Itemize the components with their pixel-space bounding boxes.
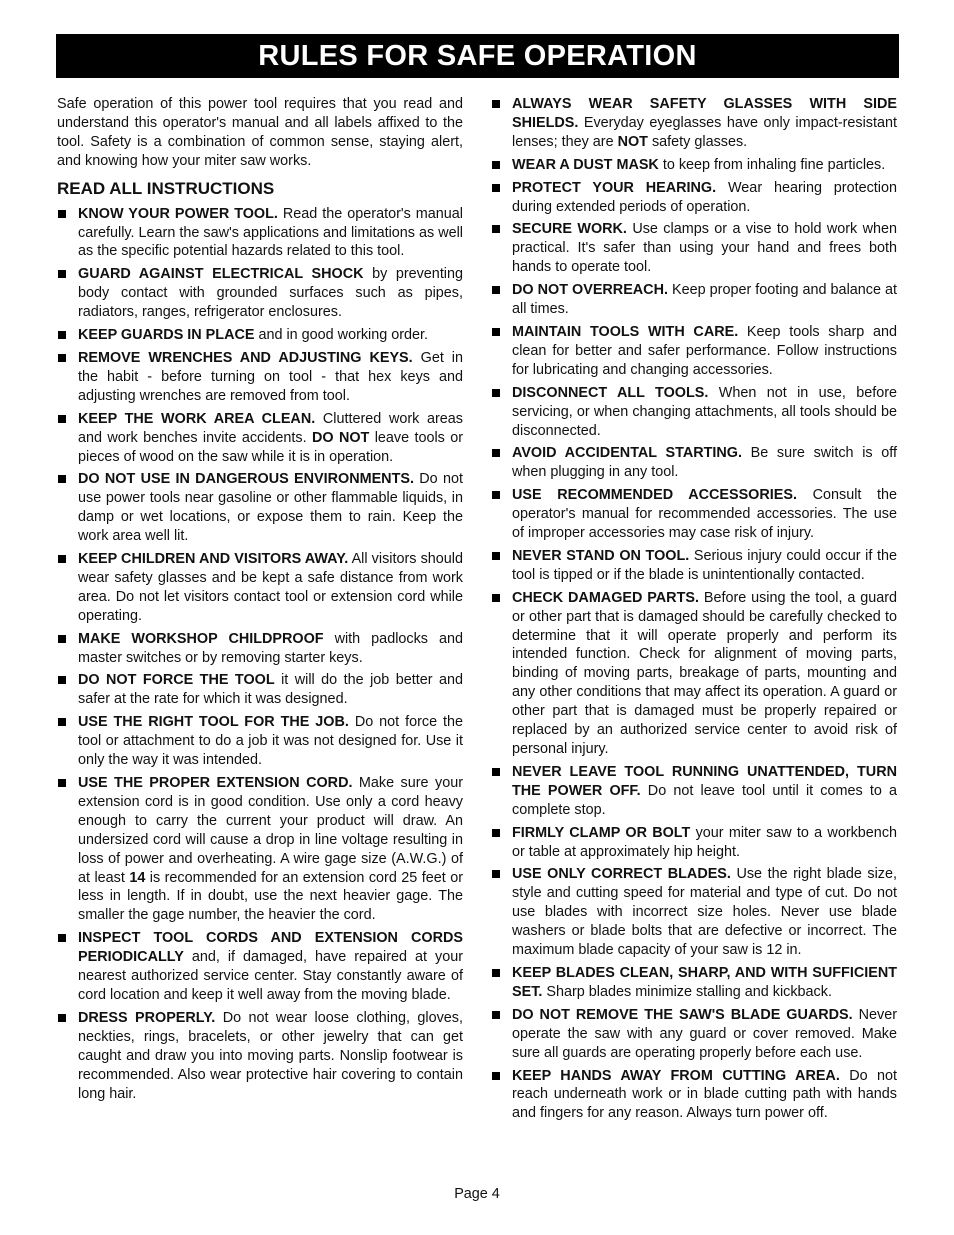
rule-text: Do not reach underneath work or in blade cutting path with hands and fingers for any reason. Always turn power off. xyxy=(512,1067,898,1122)
square-bullet-icon xyxy=(492,870,500,878)
rule-item xyxy=(57,265,463,322)
square-bullet-icon xyxy=(58,354,66,362)
rule-heading: DO NOT FORCE THE TOOL xyxy=(78,672,275,689)
rule-text: Do not force the tool or attachment to do a job it was not designed for. Use it only the way it was intended. xyxy=(78,714,464,769)
rule-item xyxy=(57,929,463,1005)
rule-item xyxy=(491,865,897,960)
rule-heading: KEEP THE WORK AREA CLEAN. xyxy=(78,410,316,427)
title-banner xyxy=(56,34,899,78)
rule-item xyxy=(491,824,897,862)
rule-heading: MAKE WORKSHOP CHILDPROOF xyxy=(78,630,324,647)
rule-item xyxy=(57,774,463,925)
square-bullet-icon xyxy=(492,161,500,169)
rule-heading: WEAR A DUST MASK xyxy=(512,156,659,173)
rule-item xyxy=(491,589,897,759)
rule-text: Do not wear loose clothing, gloves, neckties, rings, bracelets, or other jewelry that can get caught and draw you into moving parts. Nonslip footwear is recommended. Also wear protective hair covering to contain long hair. xyxy=(78,1009,464,1102)
square-bullet-icon xyxy=(492,491,500,499)
rule-heading: DISCONNECT ALL TOOLS. xyxy=(512,384,709,401)
square-bullet-icon xyxy=(58,676,66,684)
rule-heading: NEVER LEAVE TOOL RUNNING UNATTENDED, TURN THE POWER OFF. xyxy=(512,763,897,799)
rule-item xyxy=(491,547,897,585)
rule-item xyxy=(491,323,897,380)
rule-text: Make sure your extension cord is in good condition. Use only a cord heavy enough to carry the current your product will draw. An undersized cord will cause a drop in line voltage resulting in loss of power and overheating. A wire gage size (A.W.G.) of at least xyxy=(78,775,463,886)
rule-item xyxy=(491,964,897,1002)
rule-item xyxy=(491,486,897,543)
rule-text: Wear hearing protection during extended periods of operation. xyxy=(512,179,898,215)
rule-text: to keep from inhaling fine particles. xyxy=(662,156,886,173)
rule-heading: KEEP BLADES CLEAN, SHARP, AND WITH SUFFICIENT SET. xyxy=(512,964,897,1000)
rule-text: Everyday eyeglasses have only impact-resistant lenses; they are xyxy=(512,114,897,150)
rule-item xyxy=(57,470,463,546)
rule-heading: USE RECOMMENDED ACCESSORIES. xyxy=(512,487,797,504)
rule-heading: INSPECT TOOL CORDS AND EXTENSION CORDS PERIODICALLY xyxy=(78,930,463,966)
square-bullet-icon xyxy=(58,270,66,278)
left-rules-list xyxy=(57,205,463,1104)
rule-text: and in good working order. xyxy=(258,327,429,344)
rule-text: Keep tools sharp and clean for better and safer performance. Follow instructions for lubricating and changing accessories. xyxy=(512,323,897,378)
rule-item xyxy=(491,763,897,820)
section-heading: READ ALL INSTRUCTIONS xyxy=(57,178,275,198)
rule-item xyxy=(491,95,897,152)
left-column xyxy=(57,95,463,1107)
rule-item xyxy=(57,1009,463,1104)
rule-item xyxy=(57,671,463,709)
page-number: Page 4 xyxy=(454,1186,500,1202)
square-bullet-icon xyxy=(58,635,66,643)
rule-heading: MAINTAIN TOOLS WITH CARE. xyxy=(512,323,739,340)
rule-text: When not in use, before servicing, or when changing attachments, all tools should be disconnected. xyxy=(512,384,898,439)
right-rules-list xyxy=(491,95,897,1123)
rule-text: Do not use power tools near gasoline or other flammable liquids, in damp or wet locations, or expose them to rain. Keep the work area well lit. xyxy=(78,471,463,545)
rule-item xyxy=(491,156,897,175)
rule-text: Use the right blade size, style and cutting speed for material and type of cut. Do not use blades with incorrect size holes. Never use blade washers or blade bolts that are defective or incorrect. The maximum blade capacity of your saw is 12 in. xyxy=(512,866,898,959)
rule-text: with padlocks and master switches or by removing starter keys. xyxy=(78,630,463,666)
page-title: RULES FOR SAFE OPERATION xyxy=(258,39,697,72)
rule-text: Serious injury could occur if the tool is tipped or if the blade is unintentionally contacted. xyxy=(512,547,897,583)
square-bullet-icon xyxy=(492,449,500,457)
square-bullet-icon xyxy=(58,779,66,787)
rule-text: Use clamps or a vise to hold work when practical. It's safer than using your hand and frees both hands to operate tool. xyxy=(512,221,898,276)
rule-text: is recommended for an extension cord 25 feet or less in length. If in doubt, use the next heavier gage. The smaller the gage number, the heavier the cord. xyxy=(78,869,463,924)
intro-paragraph: Safe operation of this power tool requires that you read and understand this operator's manual and all labels affixed to the tool. Safety is a combination of common sense, staying alert, and knowing how your miter saw works. xyxy=(57,96,463,169)
square-bullet-icon xyxy=(58,718,66,726)
rule-text: it will do the job better and safer at the rate for which it was designed. xyxy=(78,672,463,708)
rule-text: Read the operator's manual carefully. Learn the saw's applications and limitations as well as the specific potential hazards related to this tool. xyxy=(78,205,463,260)
square-bullet-icon xyxy=(492,969,500,977)
rule-heading: KEEP GUARDS IN PLACE xyxy=(78,327,255,344)
rule-heading: DO NOT USE IN DANGEROUS ENVIRONMENTS. xyxy=(78,471,414,488)
square-bullet-icon xyxy=(492,1011,500,1019)
square-bullet-icon xyxy=(492,829,500,837)
rule-text: Keep proper footing and balance at all times. xyxy=(512,282,897,318)
rule-heading: KNOW YOUR POWER TOOL. xyxy=(78,205,278,222)
square-bullet-icon xyxy=(492,286,500,294)
square-bullet-icon xyxy=(492,225,500,233)
rule-item xyxy=(57,550,463,626)
rule-heading: DRESS PROPERLY. xyxy=(78,1009,216,1026)
square-bullet-icon xyxy=(492,328,500,336)
rule-heading: DO NOT REMOVE THE SAW'S BLADE GUARDS. xyxy=(512,1006,853,1023)
rule-item xyxy=(491,384,897,441)
square-bullet-icon xyxy=(58,415,66,423)
rule-item xyxy=(491,220,897,277)
square-bullet-icon xyxy=(492,389,500,397)
rule-heading: USE THE PROPER EXTENSION CORD. xyxy=(78,775,353,791)
rule-heading: AVOID ACCIDENTAL STARTING. xyxy=(512,445,742,462)
rule-heading: FIRMLY CLAMP OR BOLT xyxy=(512,824,691,841)
rule-heading: PROTECT YOUR HEARING. xyxy=(512,179,717,196)
rule-text: Be sure switch is off when plugging in any tool. xyxy=(512,445,898,481)
square-bullet-icon xyxy=(492,594,500,602)
rule-heading: ALWAYS WEAR SAFETY GLASSES WITH SIDE SHIELDS. xyxy=(512,96,897,131)
rule-heading: KEEP CHILDREN AND VISITORS AWAY. xyxy=(78,551,349,568)
rule-heading: KEEP HANDS AWAY FROM CUTTING AREA. xyxy=(512,1067,840,1084)
rule-text: Consult the operator's manual for recommended accessories. The use of improper accessories may case risk of injury. xyxy=(512,487,898,542)
rule-text: your miter saw to a workbench or table at approximately hip height. xyxy=(512,824,898,860)
rule-item xyxy=(491,444,897,482)
square-bullet-icon xyxy=(492,552,500,560)
square-bullet-icon xyxy=(58,934,66,942)
rule-item xyxy=(57,410,463,467)
rule-heading: USE THE RIGHT TOOL FOR THE JOB. xyxy=(78,714,349,731)
square-bullet-icon xyxy=(58,555,66,563)
rule-item xyxy=(57,713,463,770)
rule-text: leave tools or pieces of wood on the saw while it is in operation. xyxy=(78,429,464,465)
rule-heading: DO NOT OVERREACH. xyxy=(512,282,668,299)
rule-item xyxy=(491,281,897,319)
rule-item xyxy=(57,349,463,406)
right-column xyxy=(491,95,897,1127)
rule-text: Never operate the saw with any guard or cover removed. Make sure all guards are operating properly before each use. xyxy=(512,1006,897,1061)
rule-item xyxy=(491,179,897,217)
rule-heading: REMOVE WRENCHES AND ADJUSTING KEYS. xyxy=(78,349,413,366)
square-bullet-icon xyxy=(492,184,500,192)
rule-text: by preventing body contact with grounded surfaces such as pipes, radiators, ranges, refrigerator enclosures. xyxy=(78,266,464,321)
rule-heading: GUARD AGAINST ELECTRICAL SHOCK xyxy=(78,266,364,283)
rule-item xyxy=(491,1067,897,1124)
rule-heading: NEVER STAND ON TOOL. xyxy=(512,547,690,564)
square-bullet-icon xyxy=(58,210,66,218)
rule-text: Do not leave tool until it comes to a complete stop. xyxy=(512,782,897,818)
square-bullet-icon xyxy=(492,768,500,776)
rule-text: safety glasses. xyxy=(651,133,748,150)
rule-heading: SECURE WORK. xyxy=(512,221,627,238)
rule-text: Sharp blades minimize stalling and kickback. xyxy=(546,983,832,1000)
square-bullet-icon xyxy=(58,331,66,339)
rule-item xyxy=(491,1006,897,1063)
rule-text: Before using the tool, a guard or other part that is damaged should be carefully checked to determine that it will operate properly and perform its intended function. Check for alignment of moving parts, binding of moving parts, breakage of parts, mounting and any other conditions that may affect its operation. A guard or other part that is damaged must be properly repaired or replaced by an authorized service center to avoid risk of personal injury. xyxy=(512,589,898,757)
rule-text: and, if damaged, have repaired at your nearest authorized service center. Stay constantly aware of cord location and keep it well away from the moving blade. xyxy=(78,949,463,1003)
rule-emphasis: DO NOT xyxy=(312,429,370,446)
rule-text: All visitors should wear safety glasses and be kept a safe distance from work area. Do not let visitors contact tool or extension cord while operating. xyxy=(78,551,463,624)
rule-item xyxy=(57,205,463,262)
rule-emphasis: 14 xyxy=(129,869,146,886)
rule-item xyxy=(57,630,463,668)
square-bullet-icon xyxy=(58,1014,66,1022)
rule-heading: USE ONLY CORRECT BLADES. xyxy=(512,866,731,883)
rule-heading: CHECK DAMAGED PARTS. xyxy=(512,589,699,606)
rule-text: Cluttered work areas and work benches invite accidents. xyxy=(78,410,463,446)
square-bullet-icon xyxy=(492,1072,500,1080)
square-bullet-icon xyxy=(58,475,66,483)
square-bullet-icon xyxy=(492,100,500,108)
rule-item xyxy=(57,326,463,345)
rule-emphasis: NOT xyxy=(617,133,648,150)
rule-text: Get in the habit - before turning on tool - that hex keys and adjusting wrenches are removed from tool. xyxy=(78,349,464,404)
